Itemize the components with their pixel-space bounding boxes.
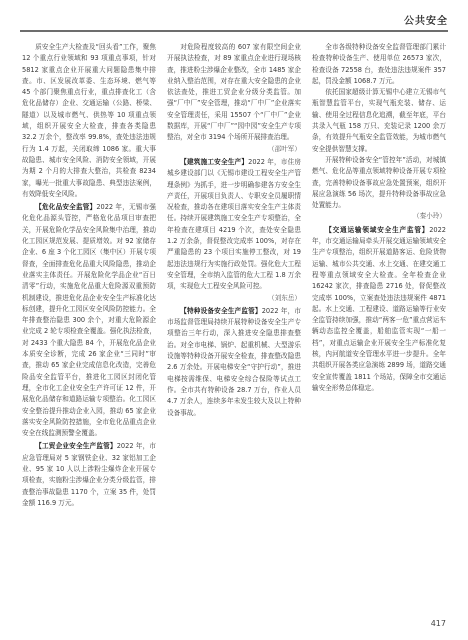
section-paragraph (312, 225, 446, 394)
section-heading: 【工贸企业安全生产监管】 (35, 442, 117, 451)
article-body (22, 42, 446, 610)
body-paragraph: 全市各级特种设备安全监督管理部门累计检查特种设备生产、使用单位 26573 家次，检查设备 72558 台，查处违法违规案件 357 起，罚没金额 1068.7 万元。 (312, 43, 446, 85)
author-credit: （刘东岳） (268, 293, 301, 302)
author-credit: （邵叶军） (268, 144, 301, 153)
text-column-2 (167, 42, 301, 610)
section-heading: 【建筑施工安全生产】 (180, 157, 249, 166)
section-paragraph (22, 441, 156, 509)
section-paragraph (167, 306, 301, 419)
author-credit: （秦小玲） (413, 212, 446, 221)
section-heading: 【交通运输领域安全生产监管】 (325, 225, 430, 234)
body-paragraph: 依托国家超级计算无锡中心建立无锡市气瓶智慧监管平台，实现气瓶充装、储存、运输、使用全过程信息化追溯，截至年底，平台共录入气瓶 158 万只、充装记录 1200 余万条，有效提升气瓶安全监管效能，为城市燃气安全提供智慧支撑。 (312, 88, 446, 153)
section-text: 2022 年，市应急管理局对 5 家钢铁企业、32 家铝加工企业、95 家 10 人以上涉粉尘爆炸企业开展专项检查，实施粉尘涉爆企业分类分级监管，排查整治事故隐患 1170 个，立案 35 件，处罚金额 116.9 万元。 (22, 442, 156, 507)
section-title: 公共安全 (404, 16, 448, 27)
section-heading: 【特种设备安全生产监管】 (180, 306, 262, 315)
page-header (0, 0, 468, 42)
section-heading: 【危化品安全监管】 (35, 203, 97, 212)
header-divider (20, 30, 448, 32)
section-paragraph (22, 202, 156, 439)
section-text: 2022 年，无锡市强化危化品源头管控，严格危化品项目审查把关，开展危险化学品安全风险集中治理，推动化工园区规范发展、提质增效。对 92 家储存企业、6 座 3 个化工园区（集中区）开展专项督查，全面排查危化品重大风险隐患，推动企业落实主体责任。开展危险化学品企业“百日清零”行动，实施危化品重大危险源双重预防机制建设，推进危化品企业安全生产标准化达标创建，提升化工园区安全风险防控能力。全年排查整治隐患 300 余个，对重大危险源企业完成 2 轮专项检查全覆盖。强化执法检查，对 2433 个重大隐患 84 个，开展危化品企业本质安全诊断，完成 26 家企业“三同时”审查，推动 65 家企业完成信息化改造，完善危险品安全监管平台，推进化工园区封闭化管理，全市化工企业安全生产许可证 12 件，开展危化品储存和道路运输专项整治。化工园区安全整治提升推动企业入园，推动 65 家企业落实安全风险防控措施，全市危化品重点企业安全在线监测预警全覆盖。 (22, 203, 156, 438)
section-text: 2022 年，市住房城乡建设部门以《无锡市建设工程安全生产管理条例》为抓手，进一步明确参建各方安全生产责任，开展项目负责人、专职安全员履职情况检查，推动各在建项目落实安全生产主体责任。持续开展建筑施工安全生产专项整治，全年检查在建项目 4219 个次，查处安全隐患 1.2 万余条，督促整改完成率 100%，对存在严重隐患的 23 个项目实施停工整改，对 19 起违法违规行为实施行政处罚。强化危大工程安全管理，全市纳入监管的危大工程 1.8 万余项，实现危大工程安全风险可控。 (167, 157, 301, 291)
text-column-3 (312, 42, 446, 610)
text-column-1 (22, 42, 156, 610)
body-paragraph: 对危险程度较高的 607 家有限空间企业开展执法检查，对 89 家重点企业进行现场核查，推进粉尘涉爆企业整改，全市 1485 家企业纳入整治范围，对存在重大安全隐患的企业依法查处，推进工贸企业分级分类监管。加强“厂中厂”安全管理，推动“厂中厂”企业落实安全管理责任，采用 15507 个“厂中厂”企业数据库，开展“厂中厂”“园中园”安全生产专项整治，对全市 3194 个场所开展排查治理。 (167, 43, 301, 142)
section-paragraph (167, 157, 301, 293)
body-paragraph: 开展特种设备安全“管控年”活动，对城镇燃气、危化品等重点领域特种设备开展专项检查，完善特种设备事故应急处置预案，组织开展应急演练 56 场次，提升特种设备事故应急处置能力。 (312, 155, 446, 210)
page-number: 417 (430, 619, 446, 628)
section-text: 2022 年，市市场监督管理局持续开展特种设备安全生产专项整治三年行动，深入推进安全隐患排查整治。对全市电梯、锅炉、起重机械、大型游乐设施等特种设备开展安全检查，排查整改隐患 2.6 万余处。开展电梯安全“守护行动”，推进电梯按需维保、电梯安全综合保险等试点工作。全市共有特种设备 28.7 万台，作业人员 4.7 万余人，连续多年未发生较大及以上特种设备事故。 (167, 306, 301, 417)
section-text: 2022 年，市交通运输局牵头开展交通运输领域安全生产专项整治，组织开展道路客运、危险货物运输、城市公共交通、水上交通、在建交通工程等重点领域安全大检查。全年检查企业 16242 家次，排查隐患 2716 处，督促整改完成率 100%，立案查处违法违规案件 4871 起。水上交通、工程建设、道路运输等行业安全监管持续加强，推动“两客一危”重点营运车辆动态监控全覆盖，船舶监管实现“一船一档”，对重点运输企业开展安全生产标准化复核，内河航道安全管理水平进一步提升。全年共组织开展各类应急演练 2899 场，道路交通安全宣传覆盖 1811 个场站，保障全市交通运输安全形势总体稳定。 (312, 225, 446, 392)
body-paragraph: 质安全生产大检查及“回头看”工作，聚焦 12 个重点行业领域和 93 项重点事项，针对 5812 家重点企业开展重大问题隐患集中排查。市、区发展改革委、生态环境、燃气等 45 个部门聚焦重点行业，重点排查化工（含危化品储存）企业、交通运输（公路、桥梁、隧道）以及城市燃气、供热等 10 项重点领域，组织开展安全大检查，排查各类隐患 32.2 万余个，整改率 99.8%，查处违法违规行为 1.4 万起，关闭取缔 1086 家。重大事故隐患、城市安全风险、消防安全领域，开展为期 2 个月的大排查大整治，共检查 8234 家，曝光一批重大事故隐患、典型违法案例，有效降低安全风险。 (22, 43, 156, 198)
